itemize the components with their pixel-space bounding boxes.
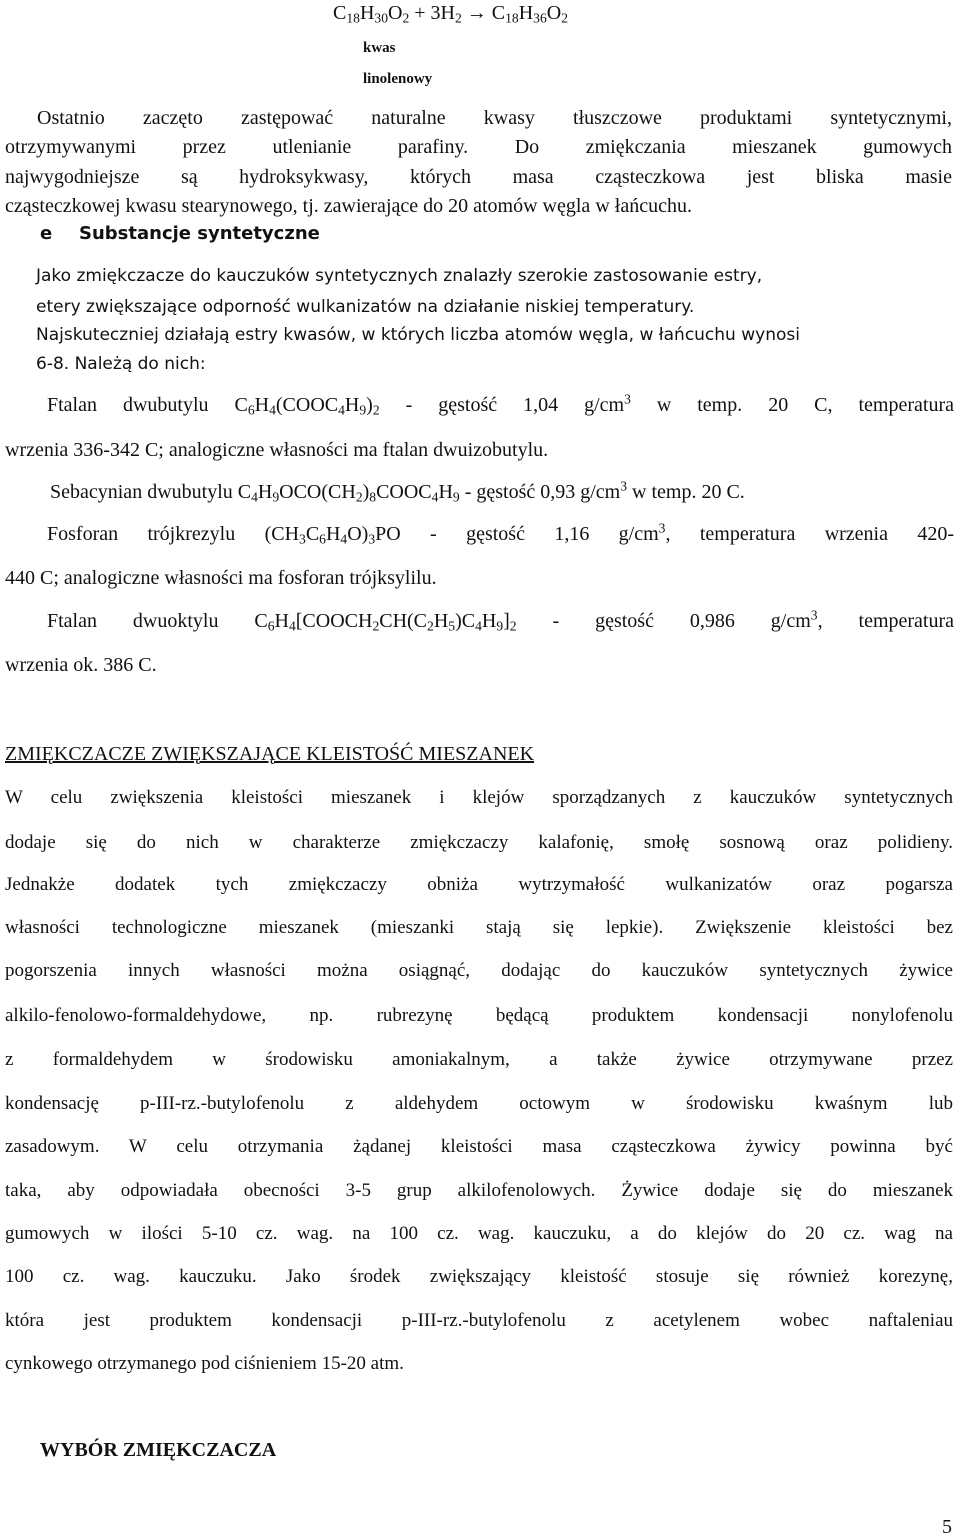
kleistosc-line-4: własności technologiczne mieszanek (mieszanki stają się lepkie). Zwiększenie kleistości bez	[5, 917, 953, 938]
kleistosc-line-11: gumowych w ilości 5-10 cz. wag. na 100 cz. wag. kauczuku, a do klejów do 20 cz. wag na	[5, 1223, 953, 1244]
kleistosc-line-7: z formaldehydem w środowisku amoniakalnym, a także żywice otrzymywane przez	[5, 1049, 953, 1070]
kleistosc-line-13: która jest produktem kondensacji p-III-rz.-butylofenolu z acetylenem wobec naftaleniau	[5, 1310, 953, 1331]
reaction-equation: $C_{18}H_{30}O_2 + 3H_2 \to C_{18}H_{36}O_2$	[333, 2, 568, 26]
section-marker: e	[40, 223, 53, 244]
ester-ftalan-dwuoktylu-2: wrzenia ok. 386 C.	[5, 654, 157, 676]
intro-line-1: Ostatnio zaczęto zastępować naturalne kwasy tłuszczowe produktami syntetycznymi,	[37, 107, 952, 129]
wybor-heading: WYBÓR ZMIĘKCZACZA	[40, 1439, 277, 1461]
intro-line-3: najwygodniejsze są hydroksykwasy, których masa cząsteczkowa jest bliska masie	[5, 166, 952, 188]
kleistosc-heading: ZMIĘKCZACZE ZWIĘKSZAJĄCE KLEISTOŚĆ MIESZANEK	[5, 743, 535, 765]
section-e-line-1: Jako zmiękczacze do kauczuków syntetycznych znalazły szerokie zastosowanie estry,	[36, 266, 763, 286]
kleistosc-line-9: zasadowym. W celu otrzymania żądanej kleistości masa cząsteczkowa żywicy powinna być	[5, 1136, 953, 1157]
equation-label-linolenowy: linolenowy	[363, 71, 433, 87]
equation-label-kwas: kwas	[363, 40, 396, 56]
ester-sebacynian: Sebacynian dwubutylu $C_4H_9OCO(CH_2)_8COOC_4H_9$ - gęstość 0,93 $g/cm^3$ w temp. 20 C.	[50, 478, 745, 505]
kleistosc-line-6: alkilo-fenolowo-formaldehydowe, np. rubrezynę będącą produktem kondensacji nonylofenolu	[5, 1005, 953, 1026]
section-title: Substancje syntetyczne	[79, 223, 320, 244]
intro-line-2: otrzymywanymi przez utlenianie parafiny. Do zmiękczania mieszanek gumowych	[5, 136, 952, 158]
kleistosc-line-12: 100 cz. wag. kauczuku. Jako środek zwiększający kleistość stosuje się również korezynę,	[5, 1266, 953, 1287]
ester-ftalan-dwubutylu-2: wrzenia 336-342 C; analogiczne własności ma ftalan dwuizobutylu.	[5, 439, 549, 461]
intro-line-4: cząsteczkowej kwasu stearynowego, tj. zawierające do 20 atomów węgla w łańcuchu.	[5, 195, 692, 217]
kleistosc-line-1: W celu zwiększenia kleistości mieszanek i klejów sporządzanych z kauczuków syntetycznych	[5, 787, 953, 808]
kleistosc-line-14: cynkowego otrzymanego pod ciśnieniem 15-20 atm.	[5, 1353, 404, 1374]
kleistosc-line-5: pogorszenia innych własności można osiągnąć, dodając do kauczuków syntetycznych żywice	[5, 960, 953, 981]
kleistosc-line-2: dodaje się do nich w charakterze zmiękczaczy kalafonię, smołę sosnową oraz polidieny.	[5, 832, 953, 853]
ester-ftalan-dwuoktylu-1: Ftalan dwuoktylu $C_6H_4[COOCH_2CH(C_2H_5)C_4H_9]_2$ - gęstość 0,986 $g/cm^3$, temperatura	[47, 607, 955, 634]
section-e-line-3: Najskuteczniej działają estry kwasów, w których liczba atomów węgla, w łańcuchu wynosi	[36, 325, 800, 345]
ester-ftalan-dwubutylu-1: Ftalan dwubutylu $C_6H_4(COOC_4H_9)_2$ - gęstość 1,04 $g/cm^3$ w temp. 20 C, temperatura	[47, 391, 954, 418]
section-e-line-4: 6-8. Należą do nich:	[36, 354, 206, 374]
kleistosc-line-3: Jednakże dodatek tych zmiękczaczy obniża wytrzymałość wulkanizatów oraz pogarsza	[5, 874, 953, 895]
ester-fosforan-2: 440 C; analogiczne własności ma fosforan trójksylilu.	[5, 567, 437, 589]
kleistosc-line-10: taka, aby odpowiadała obecności 3-5 grup alkilofenolowych. Żywice dodaje się do mieszanek	[5, 1180, 953, 1201]
kleistosc-line-8: kondensację p-III-rz.-butylofenolu z aldehydem octowym w środowisku kwaśnym lub	[5, 1093, 953, 1114]
section-e-line-2: etery zwiększające odporność wulkanizatów na działanie niskiej temperatury.	[36, 297, 695, 317]
page-number: 5	[942, 1516, 952, 1538]
ester-fosforan-1: Fosforan trójkrezylu $(CH_3C_6H_4O)_3PO$ - gęstość 1,16 $g/cm^3$, temperatura wrzenia 420-	[47, 520, 955, 547]
